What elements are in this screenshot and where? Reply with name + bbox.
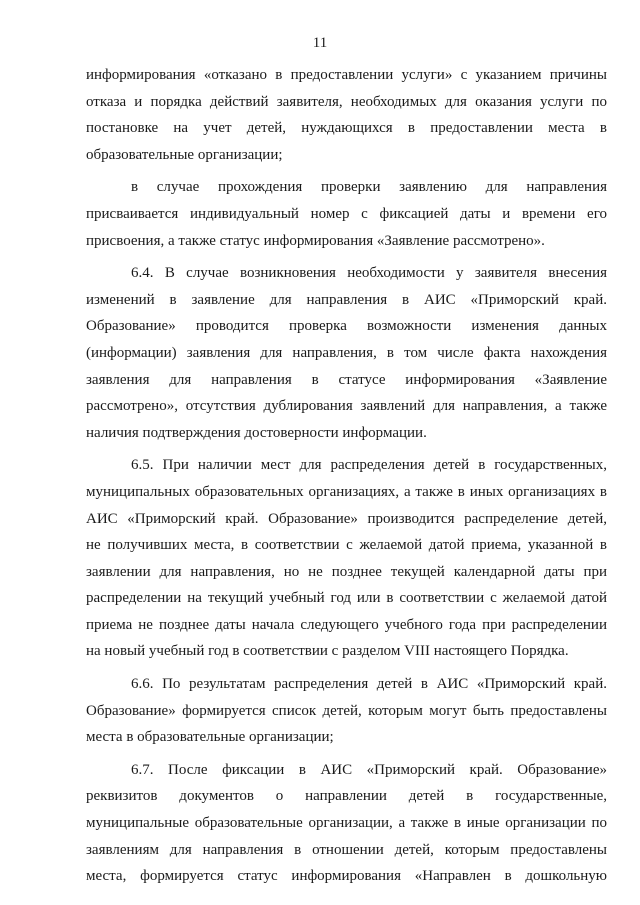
paragraph (86, 260, 607, 446)
text-line: муниципальные образовательные организации, а также в иные организации по (86, 815, 607, 832)
document-body (86, 62, 607, 890)
text-line: на новый учебный год в соответствии с разделом VIII настоящего Порядка. (86, 643, 569, 660)
paragraph (86, 62, 607, 168)
text-line: 6.7. После фиксации в АИС «Приморский край. Образование» (131, 761, 607, 778)
text-line: изменений в заявление для направления в АИС «Приморский край. (86, 291, 607, 308)
text-line: места, формируется статус информирования «Направлен в дошкольную (86, 868, 607, 885)
text-line: рассмотрено», отсутствия дублирования заявлений для направления, а также (86, 398, 607, 415)
paragraph (86, 452, 607, 665)
paragraph (86, 174, 607, 254)
text-line: (информации) заявления для направления, в том числе факта нахождения (86, 344, 607, 361)
text-line: места в образовательные организации; (86, 729, 334, 746)
text-line: реквизитов документов о направлении детей в государственные, (86, 788, 607, 805)
text-line: наличия подтверждения достоверности информации. (86, 424, 427, 441)
text-line: заявлениям для направления в отношении детей, которым предоставлены (86, 841, 607, 858)
text-line: 6.5. При наличии мест для распределения детей в государственных, (131, 457, 607, 474)
text-line: образовательные организации; (86, 146, 283, 163)
text-line: муниципальных образовательных организациях, а также в иных организациях в (86, 483, 607, 500)
page-number: 11 (312, 35, 328, 51)
text-line: присвоения, а также статус информирования «Заявление рассмотрено». (86, 232, 545, 249)
text-line: приема не позднее даты начала следующего учебного года при распределении (86, 616, 607, 633)
paragraph (86, 671, 607, 751)
text-line: АИС «Приморский край. Образование» производится распределение детей, (86, 510, 607, 527)
text-line: 6.6. По результатам распределения детей в АИС «Приморский край. (131, 676, 607, 693)
text-line: присваивается индивидуальный номер с фиксацией даты и времени его (86, 205, 607, 222)
text-line: отказа и порядка действий заявителя, необходимых для оказания услуги по (86, 93, 607, 110)
text-line: Образование» проводится проверка возможности изменения данных (86, 318, 607, 335)
text-line: распределении на текущий учебный год или в соответствии с желаемой датой (86, 590, 607, 607)
text-line: 6.4. В случае возникновения необходимости у заявителя внесения (131, 265, 607, 282)
text-line: постановке на учет детей, нуждающихся в предоставлении места в (86, 120, 607, 137)
text-line: Образование» формируется список детей, которым могут быть предоставлены (86, 702, 607, 719)
paragraph (86, 757, 607, 890)
text-line: заявления для направления в статусе информирования «Заявление (86, 371, 607, 388)
text-line: заявлении для направления, но не позднее текущей календарной даты при (86, 563, 607, 580)
text-line: информирования «отказано в предоставлении услуги» с указанием причины (86, 67, 607, 83)
text-line: не получивших места, в соответствии с желаемой датой приема, указанной в (86, 537, 607, 554)
text-line: в случае прохождения проверки заявлению для направления (131, 179, 607, 196)
